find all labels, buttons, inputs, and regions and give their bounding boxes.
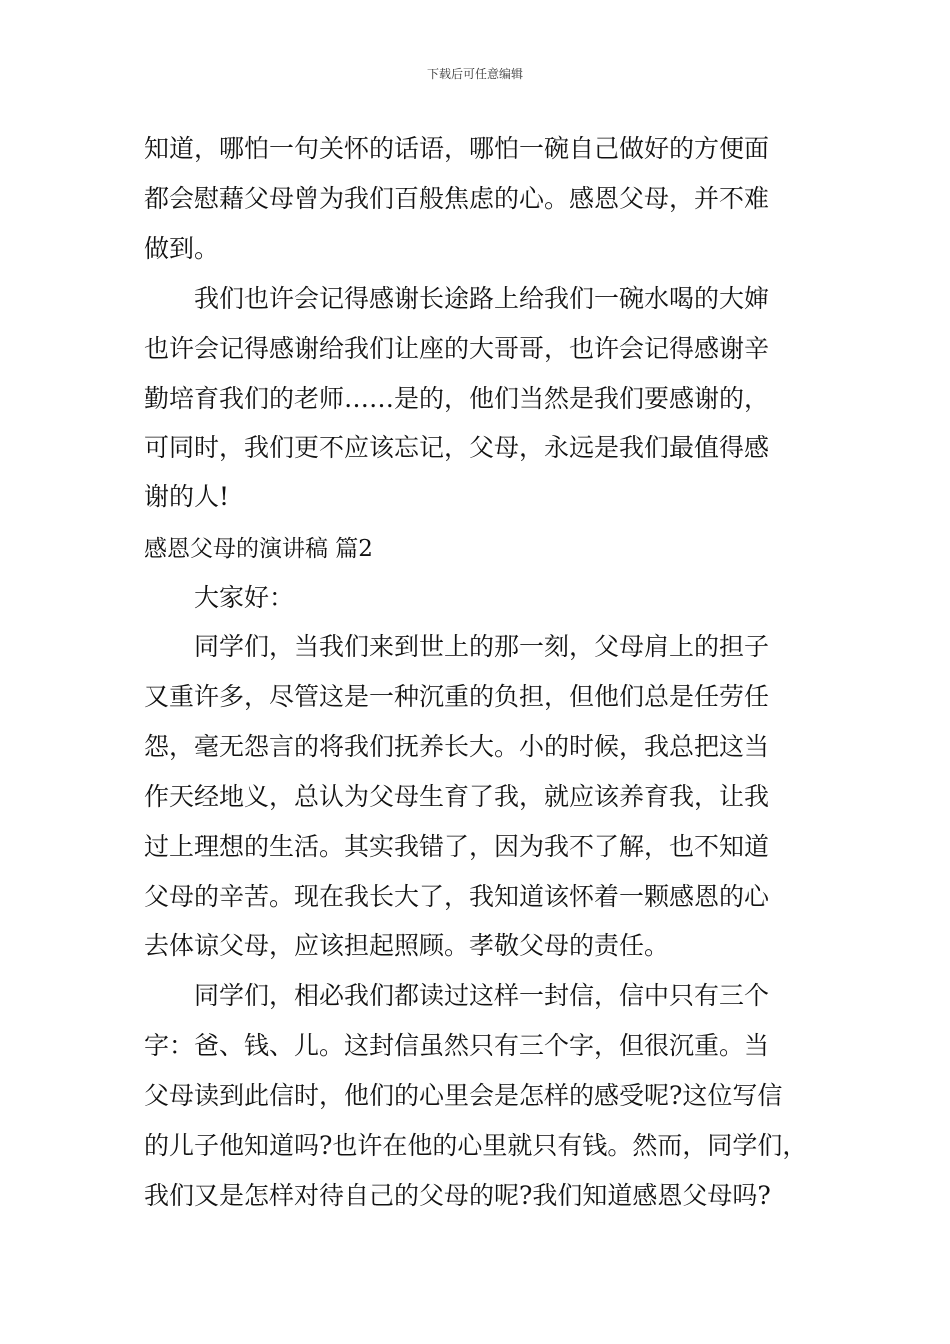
paragraph-line: 又重许多，尽管这是一种沉重的负担，但他们总是任劳任 (144, 682, 770, 711)
paragraph-line: 的儿子他知道吗?也许在他的心里就只有钱。然而，同学们， (144, 1131, 808, 1160)
paragraph-line: 知道，哪怕一句关怀的话语，哪怕一碗自己做好的方便面 (144, 134, 770, 163)
paragraph-line: 作天经地义，总认为父母生育了我，就应该养育我，让我 (144, 782, 770, 811)
paragraph-line: 父母读到此信时，他们的心里会是怎样的感受呢?这位写信 (144, 1081, 783, 1110)
paragraph-line: 我们也许会记得感谢长途路上给我们一碗水喝的大婶 (194, 284, 770, 313)
paragraph-line: 也许会记得感谢给我们让座的大哥哥，也许会记得感谢辛 (144, 334, 770, 363)
section-heading: 感恩父母的演讲稿 篇2 (144, 536, 373, 562)
paragraph-line: 怨，毫无怨言的将我们抚养长大。小的时候，我总把这当 (144, 732, 770, 761)
paragraph-line: 去体谅父母，应该担起照顾。孝敬父母的责任。 (144, 931, 670, 960)
paragraph-line: 做到。 (144, 234, 220, 263)
paragraph-line: 同学们，相必我们都读过这样一封信，信中只有三个 (194, 981, 770, 1010)
paragraph-line: 都会慰藉父母曾为我们百般焦虑的心。感恩父母，并不难 (144, 184, 770, 213)
paragraph-line: 父母的辛苦。现在我长大了，我知道该怀着一颗感恩的心 (144, 882, 770, 911)
paragraph-line: 可同时，我们更不应该忘记，父母，永远是我们最值得感 (144, 433, 770, 462)
page-header-note: 下载后可任意编辑 (426, 67, 523, 81)
salutation: 大家好： (194, 583, 295, 612)
paragraph-line: 过上理想的生活。其实我错了，因为我不了解，也不知道 (144, 832, 770, 861)
paragraph-line: 勤培育我们的老师……是的，他们当然是我们要感谢的， (144, 384, 770, 413)
paragraph-line: 同学们，当我们来到世上的那一刻，父母肩上的担子 (194, 632, 770, 661)
paragraph-line: 谢的人! (144, 482, 230, 511)
paragraph-line: 我们又是怎样对待自己的父母的呢?我们知道感恩父母吗? (144, 1181, 771, 1210)
paragraph-line: 字：爸、钱、儿。这封信虽然只有三个字，但很沉重。当 (144, 1031, 770, 1060)
